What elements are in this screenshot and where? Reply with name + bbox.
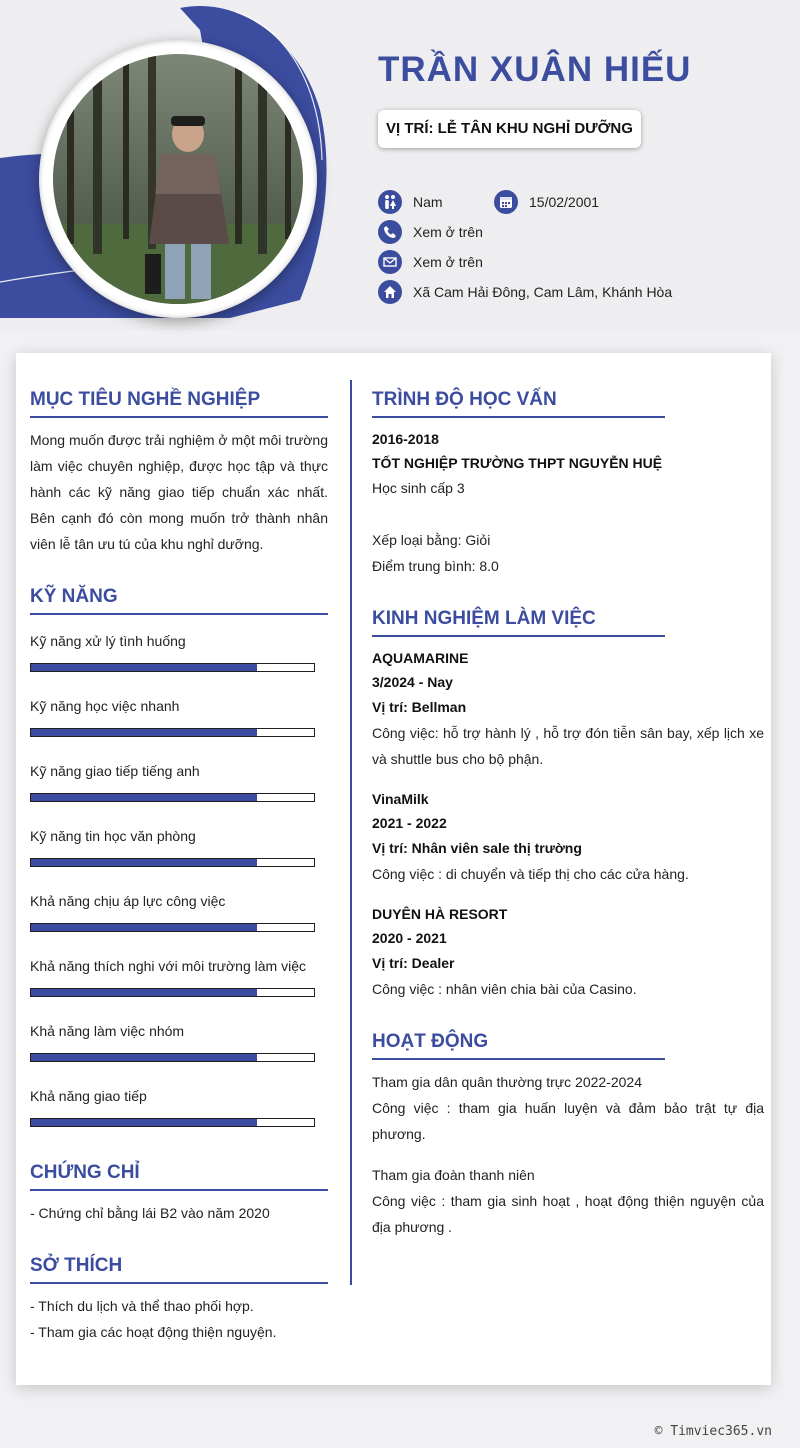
skill-bar-fill	[31, 989, 257, 996]
mail-icon	[378, 250, 402, 274]
skills-title: KỸ NĂNG	[30, 586, 328, 615]
job-role: Vị trí: Nhân viên sale thị trường	[372, 840, 582, 856]
skill-label: Kỹ năng học việc nhanh	[30, 698, 180, 714]
hobby-item: - Tham gia các hoạt động thiện nguyện.	[30, 1324, 277, 1340]
activities-title: HOẠT ĐỘNG	[372, 1031, 665, 1060]
job-company: AQUAMARINE	[372, 650, 469, 666]
hobbies-title: SỞ THÍCH	[30, 1255, 328, 1284]
job-description: Công việc: hỗ trợ hành lý , hỗ trợ đón tiễn sân bay, xếp lịch xe và shuttle bus cho bộ phận.	[372, 725, 764, 767]
skill-bar-fill	[31, 729, 257, 736]
home-icon	[378, 280, 402, 304]
phone-row	[378, 219, 483, 245]
education-rank: Xếp loại bằng: Giỏi	[372, 532, 491, 548]
hobby-item: - Thích du lịch và thể thao phối hợp.	[30, 1298, 254, 1314]
education-title: TRÌNH ĐỘ HỌC VẤN	[372, 389, 665, 418]
job-company: DUYÊN HÀ RESORT	[372, 906, 508, 922]
address-row	[378, 279, 672, 305]
activity-name: Tham gia dân quân thường trực 2022-2024	[372, 1074, 642, 1090]
skill-bar	[30, 663, 315, 672]
skill-label: Khả năng làm việc nhóm	[30, 1023, 185, 1039]
job-role: Vị trí: Bellman	[372, 699, 467, 715]
skill-bar	[30, 988, 315, 997]
education-level: Học sinh cấp 3	[372, 480, 465, 496]
gender-icon	[378, 190, 402, 214]
education-school: TỐT NGHIỆP TRƯỜNG THPT NGUYỄN HUỆ	[372, 455, 663, 471]
job-period: 3/2024 - Nay	[372, 674, 453, 690]
job-description: Công việc : di chuyển và tiếp thị cho các cửa hàng.	[372, 866, 689, 882]
calendar-icon	[494, 190, 518, 214]
certificates-title: CHỨNG CHỈ	[30, 1162, 328, 1191]
skill-bar	[30, 793, 315, 802]
footer-credit: © Timviec365.vn	[654, 1424, 772, 1439]
job-company: VinaMilk	[372, 791, 429, 807]
skill-bar-fill	[31, 794, 257, 801]
job-description: Công việc : nhân viên chia bài của Casino.	[372, 981, 637, 997]
certificate-item: - Chứng chỉ bằng lái B2 vào năm 2020	[30, 1205, 270, 1221]
phone-text: Xem ở trên	[413, 224, 483, 240]
position-badge: VỊ TRÍ: LỄ TÂN KHU NGHỈ DƯỠNG	[378, 110, 641, 148]
skill-bar	[30, 923, 315, 932]
objective-title: MỤC TIÊU NGHỀ NGHIỆP	[30, 389, 328, 418]
email-row	[378, 249, 483, 275]
skill-bar	[30, 728, 315, 737]
skill-label: Khả năng chịu áp lực công việc	[30, 893, 226, 909]
address-text: Xã Cam Hải Đông, Cam Lâm, Khánh Hòa	[413, 284, 673, 300]
email-text: Xem ở trên	[413, 254, 483, 270]
avatar	[53, 54, 303, 304]
job-role: Vị trí: Dealer	[372, 955, 455, 971]
skill-bar	[30, 1118, 315, 1127]
skill-label: Khả năng thích nghi với môi trường làm việc	[30, 958, 306, 974]
candidate-name: TRẦN XUÂN HIẾU	[378, 50, 692, 89]
skill-bar-fill	[31, 924, 257, 931]
skill-label: Kỹ năng xử lý tình huống	[30, 633, 186, 649]
phone-icon	[378, 220, 402, 244]
skill-label: Kỹ năng giao tiếp tiếng anh	[30, 763, 200, 779]
education-period: 2016-2018	[372, 431, 439, 447]
objective-text: Mong muốn được trải nghiệm ở một môi trường làm việc chuyên nghiệp, được học tập và thực hành các kỹ năng giao tiếp chuẩn xác nhất. Bên cạnh đó còn mong muốn trở thành nhân viên lễ tân ưu tú của khu nghỉ dưỡng.	[30, 432, 328, 552]
skill-bar-fill	[31, 664, 257, 671]
job-period: 2020 - 2021	[372, 930, 447, 946]
birthdate-row	[494, 189, 599, 215]
education-gpa: Điểm trung bình: 8.0	[372, 558, 499, 574]
skill-bar-fill	[31, 859, 257, 866]
experience-title: KINH NGHIỆM LÀM VIỆC	[372, 608, 665, 637]
birthdate-text: 15/02/2001	[529, 194, 600, 210]
activity-name: Tham gia đoàn thanh niên	[372, 1167, 535, 1183]
job-period: 2021 - 2022	[372, 815, 447, 831]
skill-bar	[30, 1053, 315, 1062]
activity-description: Công việc : tham gia sinh hoạt , hoạt động thiện nguyện của địa phương .	[372, 1193, 764, 1235]
skill-label: Kỹ năng tin học văn phòng	[30, 828, 196, 844]
skill-bar-fill	[31, 1054, 257, 1061]
skill-label: Khả năng giao tiếp	[30, 1088, 147, 1104]
column-divider	[350, 380, 352, 1285]
skill-bar-fill	[31, 1119, 257, 1126]
activity-description: Công việc : tham gia huấn luyện và đảm bảo trật tự địa phương.	[372, 1100, 764, 1142]
gender-row	[378, 189, 443, 215]
gender-text: Nam	[413, 194, 443, 210]
skill-bar	[30, 858, 315, 867]
